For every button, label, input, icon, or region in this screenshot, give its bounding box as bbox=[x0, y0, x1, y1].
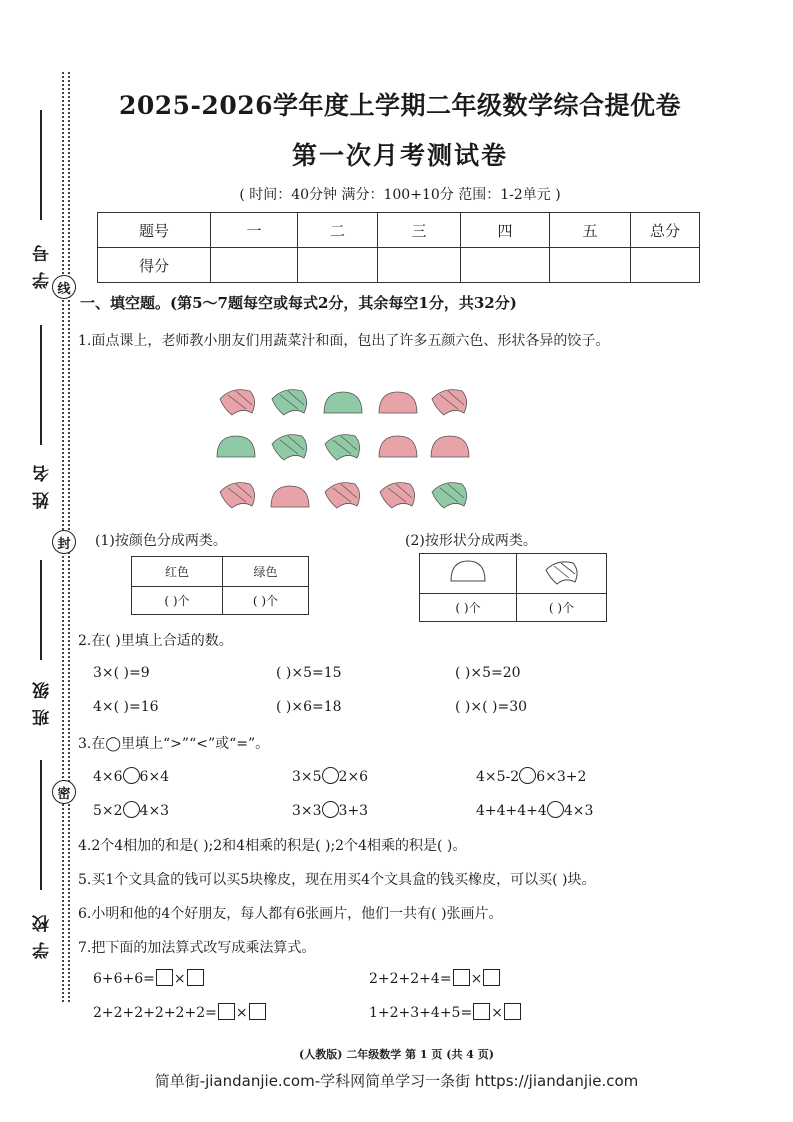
score-input-cell[interactable] bbox=[211, 248, 298, 283]
q3-item: 3×3 3+3 bbox=[292, 803, 369, 819]
school-line bbox=[40, 760, 42, 890]
q3-item: 4×5-2 6×3+2 bbox=[476, 769, 587, 785]
binding-mark-line: 线 bbox=[52, 275, 76, 299]
q3-item: 5×2 4×3 bbox=[93, 803, 170, 819]
q3-item: 3×5 2×6 bbox=[292, 769, 369, 785]
q7-item: 1+2+3+4+5= × bbox=[369, 1003, 522, 1021]
question-3: 3.在◯里填上“>”“<”或“=”。 bbox=[78, 736, 270, 752]
q7-item: 6+6+6= × bbox=[93, 969, 205, 987]
answer-box[interactable] bbox=[187, 969, 204, 986]
score-input-cell[interactable] bbox=[550, 248, 631, 283]
q2-item[interactable]: ( )×5=15 bbox=[276, 665, 342, 681]
student-id-line bbox=[40, 110, 42, 220]
score-header-cell: 题号 bbox=[98, 213, 211, 248]
exam-info: ( 时间：40分钟 满分：100+10分 范围：1-2单元 ) bbox=[239, 187, 561, 203]
answer-box[interactable] bbox=[156, 969, 173, 986]
student-id-label: 学号 bbox=[33, 235, 53, 289]
score-header-cell: 二 bbox=[298, 213, 378, 248]
binding-mark-secret: 密 bbox=[52, 780, 76, 804]
round-count-blank[interactable]: ( )个 bbox=[420, 594, 517, 622]
score-header-cell: 四 bbox=[461, 213, 550, 248]
school-label: 学校 bbox=[33, 905, 53, 959]
green-header: 绿色 bbox=[223, 557, 309, 587]
color-classify-table bbox=[131, 556, 309, 615]
score-header-cell: 一 bbox=[211, 213, 298, 248]
compare-circle[interactable] bbox=[322, 767, 339, 784]
q2-item[interactable]: 3×( )=9 bbox=[93, 665, 150, 681]
binding-mark-seal: 封 bbox=[52, 530, 76, 554]
score-header-cell: 五 bbox=[550, 213, 631, 248]
compare-circle[interactable] bbox=[547, 801, 564, 818]
question-2: 2.在( )里填上合适的数。 bbox=[78, 633, 233, 649]
score-header-cell: 三 bbox=[378, 213, 461, 248]
q3-item: 4+4+4+4 4×3 bbox=[476, 803, 594, 819]
q2-item[interactable]: 4×( )=16 bbox=[93, 699, 159, 715]
score-table bbox=[97, 212, 700, 283]
answer-box[interactable] bbox=[453, 969, 470, 986]
score-row-label: 得分 bbox=[98, 248, 211, 283]
round-dumpling-icon bbox=[448, 559, 488, 585]
shape-classify-table bbox=[419, 553, 607, 622]
score-input-cell[interactable] bbox=[631, 248, 700, 283]
answer-box[interactable] bbox=[218, 1003, 235, 1020]
answer-box[interactable] bbox=[473, 1003, 490, 1020]
folded-count-blank[interactable]: ( )个 bbox=[517, 594, 607, 622]
folded-shape-header bbox=[517, 554, 607, 594]
q2-item[interactable]: ( )×( )=30 bbox=[455, 699, 528, 715]
name-line bbox=[40, 325, 42, 445]
answer-box[interactable] bbox=[249, 1003, 266, 1020]
q7-item: 2+2+2+4= × bbox=[369, 969, 501, 987]
score-input-cell[interactable] bbox=[298, 248, 378, 283]
question-1-part-1: (1)按颜色分成两类。 bbox=[95, 533, 227, 549]
answer-box[interactable] bbox=[483, 969, 500, 986]
red-count-blank[interactable]: ( )个 bbox=[132, 587, 223, 615]
q7-item: 2+2+2+2+2+2= × bbox=[93, 1003, 267, 1021]
compare-circle[interactable] bbox=[322, 801, 339, 818]
class-line bbox=[40, 560, 42, 660]
folded-dumpling-icon bbox=[542, 558, 582, 586]
question-7: 7.把下面的加法算式改写成乘法算式。 bbox=[78, 940, 316, 956]
question-5[interactable]: 5.买1个文具盒的钱可以买5块橡皮，现在用买4个文具盒的钱买橡皮，可以买( )块。 bbox=[78, 872, 596, 888]
compare-circle[interactable] bbox=[519, 767, 536, 784]
question-1: 1.面点课上，老师教小朋友们用蔬菜汁和面，包出了许多五颜六色、形状各异的饺子。 bbox=[78, 333, 610, 349]
score-input-cell[interactable] bbox=[461, 248, 550, 283]
answer-box[interactable] bbox=[504, 1003, 521, 1020]
exam-title: 2025-2026学年度上学期二年级数学综合提优卷 bbox=[118, 91, 682, 120]
page-footer: (人教版) 二年级数学 第 1 页 (共 4 页) bbox=[299, 1048, 494, 1061]
question-4[interactable]: 4.2个4相加的和是( );2和4相乘的积是( );2个4相乘的积是( )。 bbox=[78, 838, 467, 854]
green-count-blank[interactable]: ( )个 bbox=[223, 587, 309, 615]
compare-circle[interactable] bbox=[123, 767, 140, 784]
red-header: 红色 bbox=[132, 557, 223, 587]
class-label: 班级 bbox=[33, 672, 53, 726]
round-shape-header bbox=[420, 554, 517, 594]
name-label: 姓名 bbox=[33, 455, 53, 509]
section-title: 一、填空题。(第5～7题每空或每式2分，其余每空1分，共32分) bbox=[80, 294, 517, 312]
q3-item: 4×6 6×4 bbox=[93, 769, 170, 785]
compare-circle[interactable] bbox=[123, 801, 140, 818]
score-header-cell: 总分 bbox=[631, 213, 700, 248]
dumplings-illustration bbox=[210, 378, 480, 528]
question-1-part-2: (2)按形状分成两类。 bbox=[405, 533, 537, 549]
q2-item[interactable]: ( )×6=18 bbox=[276, 699, 342, 715]
score-input-cell[interactable] bbox=[378, 248, 461, 283]
question-6[interactable]: 6.小明和他的4个好朋友，每人都有6张画片，他们一共有( )张画片。 bbox=[78, 906, 503, 922]
exam-subtitle: 第一次月考测试卷 bbox=[291, 141, 508, 170]
site-watermark: 简单街-jiandanjie.com-学科网简单学习一条街 https://jiandanjie.com bbox=[154, 1072, 639, 1090]
q2-item[interactable]: ( )×5=20 bbox=[455, 665, 521, 681]
